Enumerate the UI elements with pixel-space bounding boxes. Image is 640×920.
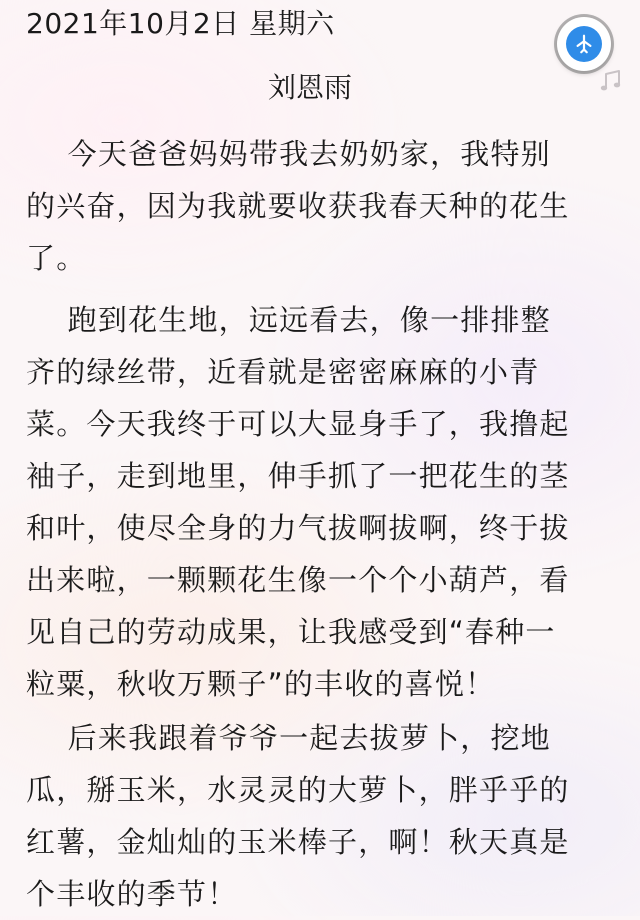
text-line: 瓜，掰玉米，水灵灵的大萝卜，胖乎乎的: [26, 773, 570, 807]
text-line: 后来我跟着爷爷一起去拔萝卜，挖地: [26, 721, 551, 755]
paragraph-1: [26, 128, 626, 284]
text-line: 出来啦，一颗颗花生像一个个小葫芦，看: [26, 563, 570, 597]
music-note-icon[interactable]: [598, 68, 624, 94]
text-line: 红薯，金灿灿的玉米棒子，啊！秋天真是: [26, 825, 570, 859]
text-line: 袖子，走到地里，伸手抓了一把花生的茎: [26, 459, 570, 493]
text-line: 粒粟，秋收万颗子”的丰收的喜悦！: [26, 667, 496, 701]
diary-date: 2021年10月2日 星期六: [26, 7, 335, 40]
text-line: 菜。今天我终于可以大显身手了，我撸起: [26, 407, 570, 441]
airplane-icon: [566, 26, 602, 62]
text-line: 个丰收的季节！: [26, 877, 238, 911]
text-line: 的兴奋，因为我就要收获我春天种的花生: [26, 189, 570, 223]
author-name: 刘恩雨: [267, 71, 352, 104]
text-line: 今天爸爸妈妈带我去奶奶家，我特别: [26, 137, 551, 171]
text-line: 齐的绿丝带，近看就是密密麻麻的小青: [26, 355, 540, 389]
text-line: 见自己的劳动成果，让我感受到“春种一: [26, 615, 556, 649]
text-line: 和叶，使尽全身的力气拔啊拔啊，终于拔: [26, 511, 570, 545]
text-line: 了。: [26, 241, 87, 275]
floating-share-button[interactable]: [557, 17, 611, 71]
paragraph-2: [26, 294, 626, 710]
text-line: 跑到花生地，远远看去，像一排排整: [26, 303, 551, 337]
paragraph-3: [26, 712, 626, 920]
